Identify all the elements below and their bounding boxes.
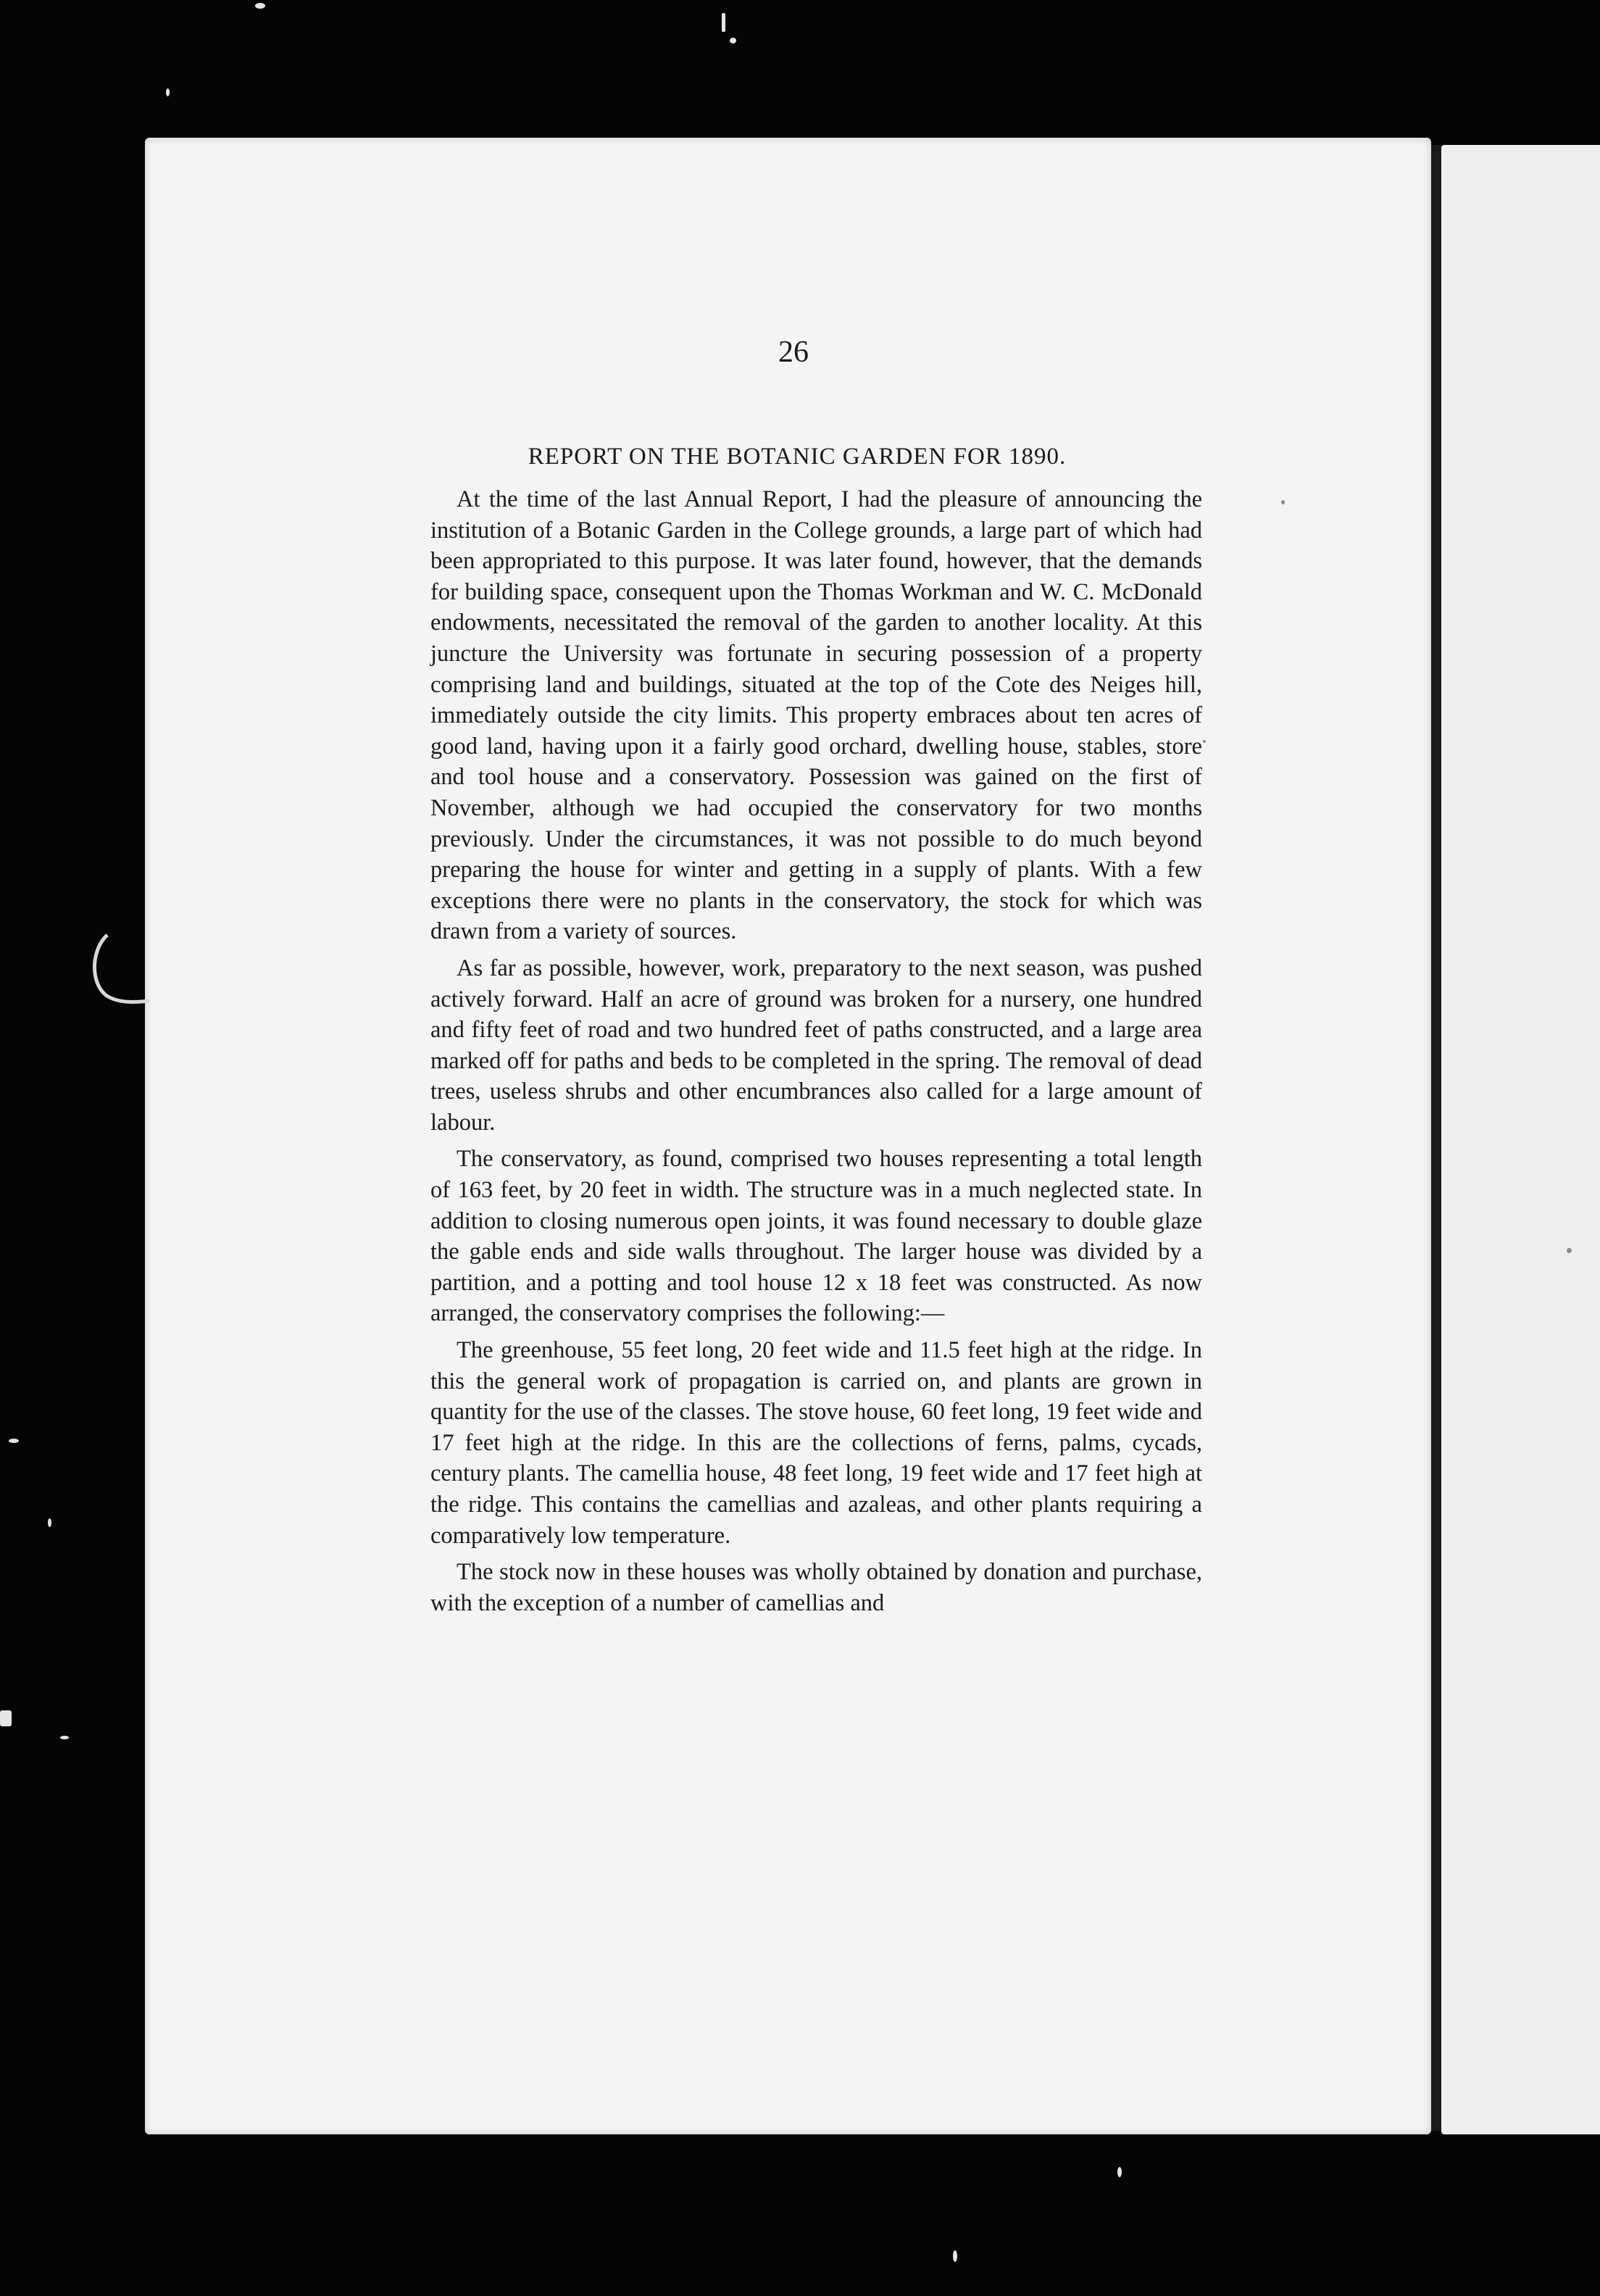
scan-speck (60, 1736, 69, 1739)
paragraph-4: The greenhouse, 55 feet long, 20 feet wide and 11.5 feet high at the ridge. In this the general work of propagation is carried on, and plants are grown in quantity for the use of the classes. The stove house, 60 feet long, 19 feet wide and 17 feet high at the ridge. In this are the collections of ferns, palms, cycads, century plants. The camellia house, 48 feet long, 19 feet wide and 17 feet high at the ridge. This contains the camellias and azaleas, and other plants requiring a comparatively low temperature. (430, 1337, 1202, 1549)
report-title: REPORT ON THE BOTANIC GARDEN FOR 1890. (528, 444, 1067, 470)
report-body (430, 484, 1202, 1624)
scan-speck (0, 1710, 12, 1726)
paragraph-2: As far as possible, however, work, preparatory to the next season, was pushed actively forward. Half an acre of ground was broken for a nursery, one hundred and fifty feet of road and two hundred feet of paths constructed, and a large area marked off for paths and beds to be completed in the spring. The removal of dead trees, useless shrubs and other encumbrances also called for a large amount of labour. (430, 954, 1202, 1136)
scan-speck (255, 3, 265, 9)
scan-speck (48, 1518, 51, 1527)
scan-speck (953, 2250, 957, 2262)
scan-speck (722, 13, 725, 32)
scan-speck (9, 1439, 19, 1443)
scan-speck (1117, 2167, 1122, 2177)
scan-speck (1567, 1248, 1572, 1253)
page-number: 26 (778, 336, 809, 369)
scan-speck (1281, 500, 1285, 504)
paragraph-1: At the time of the last Annual Report, I had the pleasure of announcing the institution of a Botanic Garden in the College grounds, a large part of which had been appropriated to this purpose. It was later found, however, that the demands for building space, consequent upon the Thomas Workman and W. C. McDonald endowments, necessitated the removal of the garden to another locality. At this juncture the University was fortunate in securing possession of a property comprising land and buildings, situated at the top of the Cote des Neiges hill, immediately outside the city limits. This property embraces about ten acres of good land, having upon it a fairly good orchard, dwelling house, stables, store and tool house and a conservatory. Possession was gained on the first of November, although we had occupied the conservatory for two months previously. Under the circumstances, it was not possible to do much beyond preparing the house for winter and getting in a supply of plants. With a few exceptions there were no plants in the conservatory, the stock for which was drawn from a variety of sources. (430, 486, 1202, 945)
paragraph-3: The conservatory, as found, comprised two houses representing a total length of 163 feet, by 20 feet in width. The structure was in a much neglected state. In addition to closing numerous open joints, it was found necessary to double glaze the gable ends and side walls throughout. The larger house was divided by a partition, and a potting and tool house 12 x 18 feet was constructed. As now arranged, the conservatory comprises the following:— (430, 1146, 1202, 1327)
scan-speck (166, 88, 170, 96)
adjacent-page-edge (1441, 145, 1600, 2134)
scan-speck (1203, 740, 1206, 743)
scan-speck (730, 38, 736, 43)
scan-artifact-curve (86, 931, 151, 1011)
paragraph-5: The stock now in these houses was wholly obtained by donation and purchase, with the exception of a number of camellias and (430, 1559, 1202, 1616)
page-gutter (1431, 145, 1441, 2131)
